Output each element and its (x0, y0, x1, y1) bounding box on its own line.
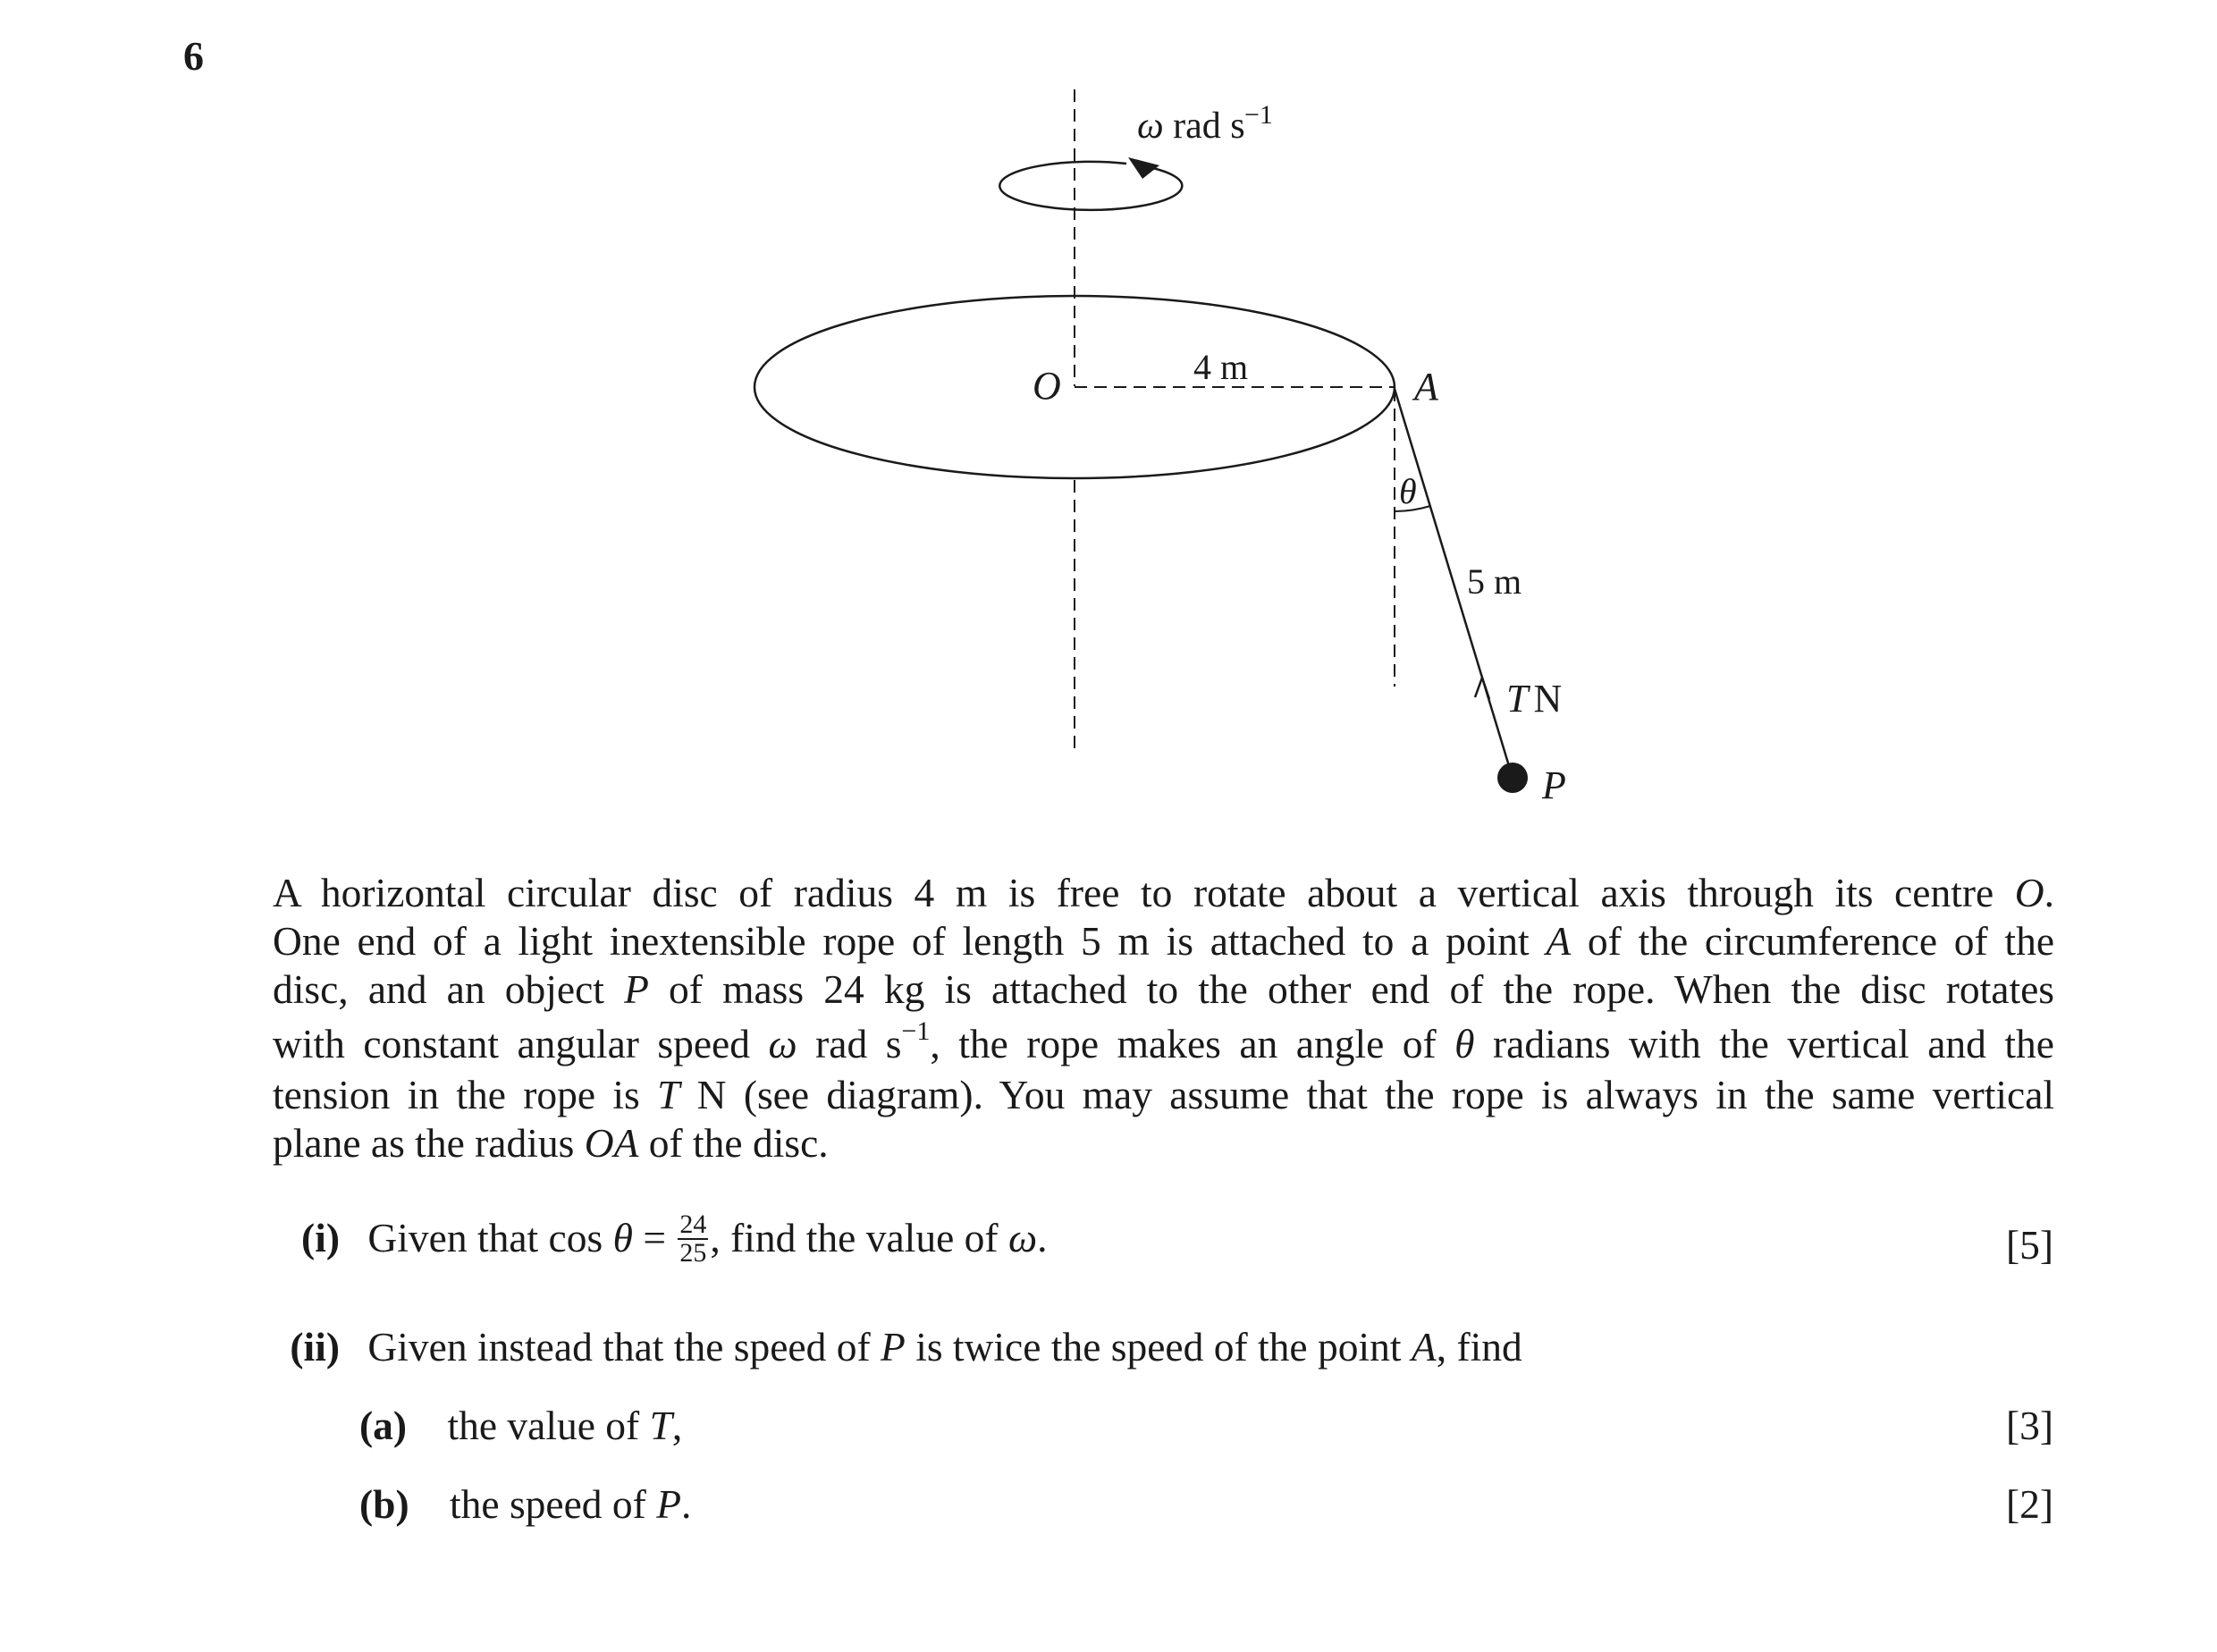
part-ii-label: (ii) (290, 1324, 340, 1370)
omega-label: ω rad s (1137, 105, 1245, 147)
tension-arrow-icon (1475, 678, 1489, 699)
question-number: 6 (183, 33, 204, 79)
point-P-label: P (1542, 763, 1566, 807)
radius-label: 4 m (1193, 347, 1249, 387)
part-i-marks: [5] (2005, 1222, 2053, 1268)
angle-theta-label: θ (1399, 471, 1417, 511)
paragraph-line-2: One end of a light inextensible rope of length 5 m is attached to a point A of the circumference of the (273, 918, 2055, 964)
tension-label: T N (1506, 677, 1563, 721)
paragraph-line-3: disc, and an object P of mass 24 kg is attached to the other end of the rope. When the disc rotates (273, 966, 2055, 1012)
rotation-arrow-head-icon (1128, 157, 1159, 179)
paragraph-line-6: plane as the radius OA of the disc. (273, 1120, 829, 1166)
part-b-marks: [2] (2005, 1481, 2053, 1527)
part-b: (b) the speed of P. (359, 1481, 692, 1527)
part-a-label: (a) (359, 1403, 408, 1448)
omega-exponent: −1 (1244, 100, 1273, 130)
paragraph-line-4: with constant angular speed ω rad $s^{-1}$, the rope makes an angle of θ radians with the vertical and the (273, 1016, 2054, 1066)
part-i: (i) Given that cos θ = $\frac{24}{25}$ , find the value of ω. (293, 1214, 1047, 1270)
part-b-label: (b) (359, 1481, 409, 1527)
part-a-marks: [3] (2005, 1403, 2053, 1448)
paragraph-line-5: tension in the rope is T N (see diagram). You may assume that the rope is always in the same vertical (273, 1072, 2055, 1117)
fraction-24-25: $\frac{24}{25}$ (679, 1209, 707, 1268)
point-O-label: O (1033, 364, 1061, 408)
part-a: (a) the value of T, (359, 1403, 683, 1448)
part-ii: (ii) Given instead that the speed of P is twice the speed of the point A, find (284, 1323, 1522, 1370)
rope-length-label: 5 m (1467, 561, 1522, 602)
object-P (1497, 763, 1528, 793)
paragraph-line-1: A horizontal circular disc of radius 4 m is free to rotate about a vertical axis through its centre O. (273, 870, 2054, 915)
part-i-label: (i) (301, 1215, 340, 1260)
question-paragraph (273, 869, 2054, 1167)
point-A-label: A (1414, 365, 1438, 409)
